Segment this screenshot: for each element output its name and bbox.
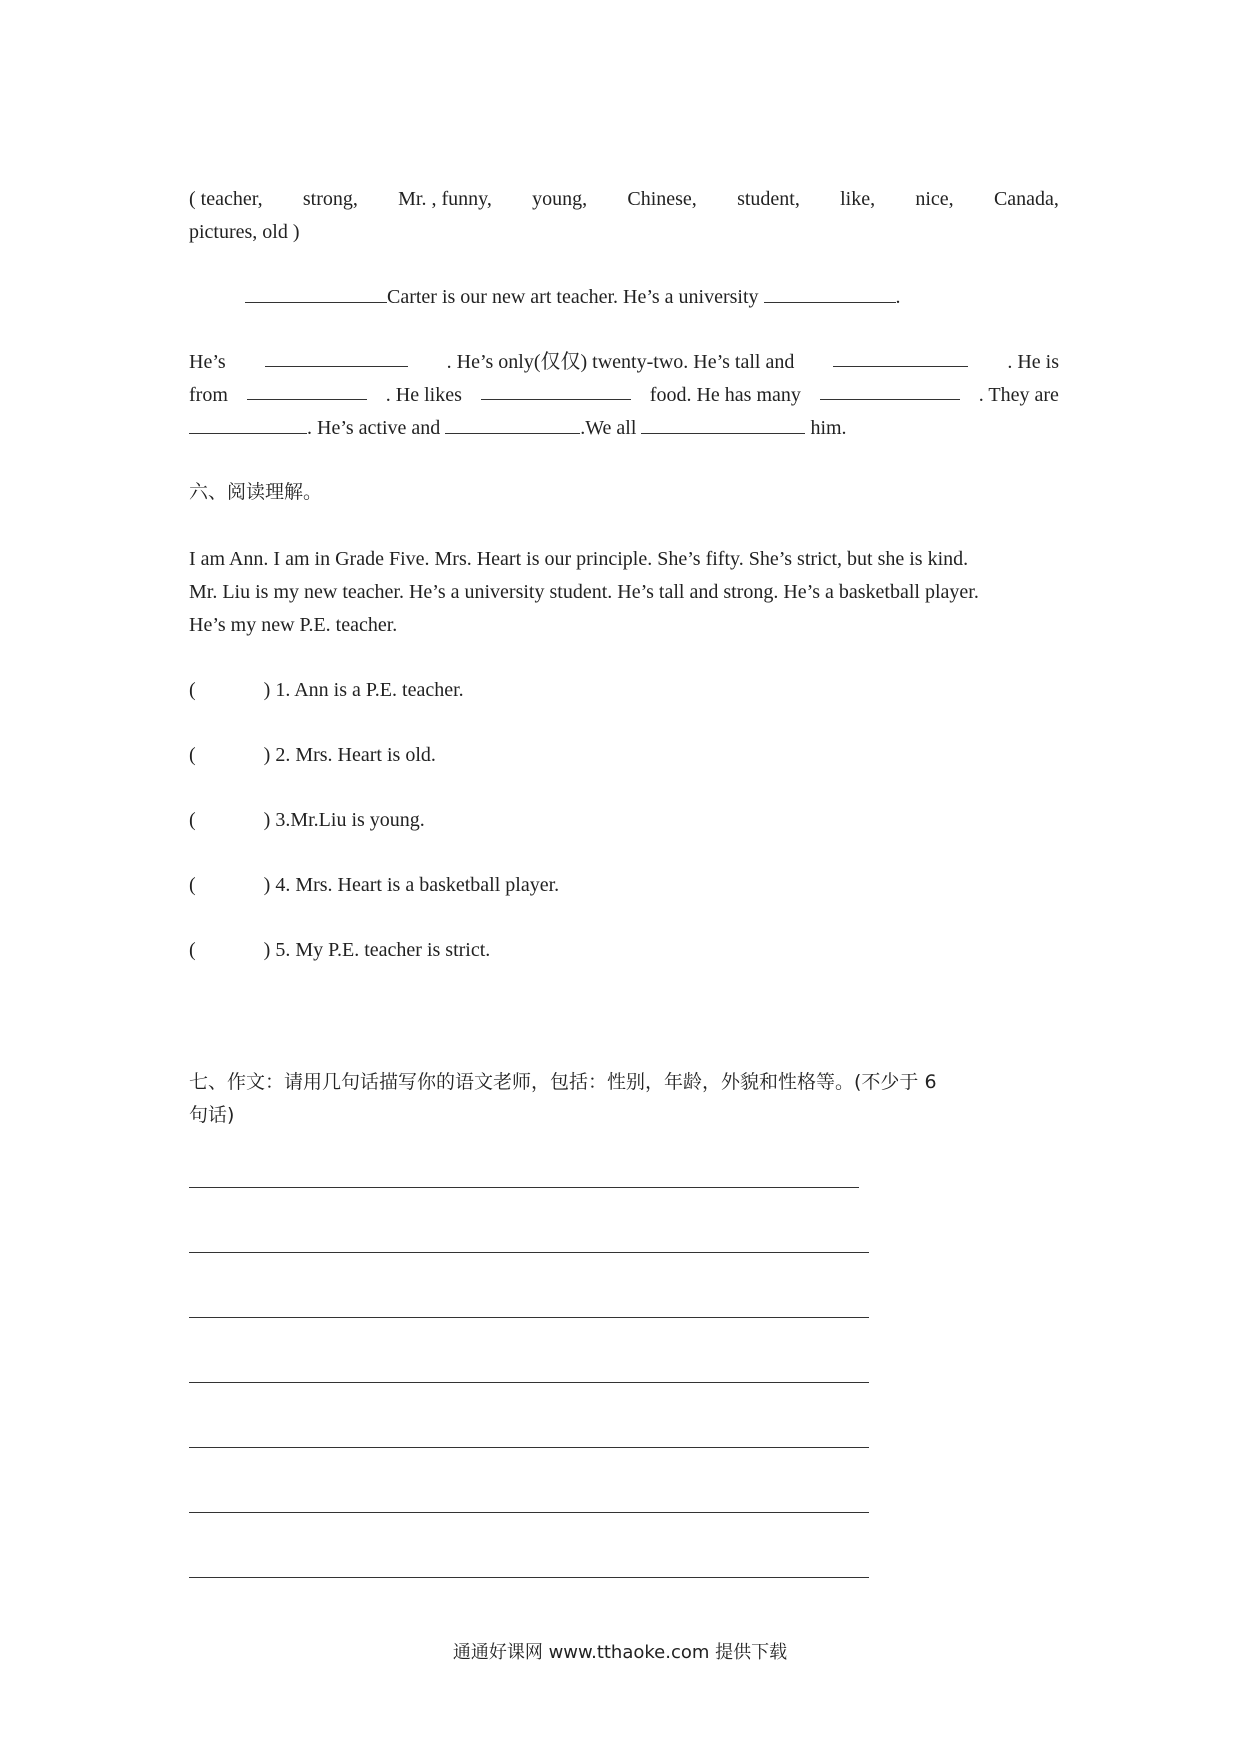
paren-open: ( bbox=[189, 809, 196, 831]
question-4 bbox=[189, 869, 559, 901]
fill-in-text: . bbox=[895, 286, 901, 308]
question-2 bbox=[189, 739, 436, 771]
fill-in-text: food. He has many bbox=[649, 384, 801, 406]
paren-open: ( bbox=[189, 939, 196, 961]
answer-blank[interactable] bbox=[445, 413, 580, 434]
paren-open: ( bbox=[189, 679, 196, 701]
answer-blank[interactable] bbox=[265, 346, 408, 367]
fill-in-text: . He’s only(仅仅) twenty-two. He’s tall and bbox=[446, 351, 795, 373]
fill-in-text: .We all bbox=[580, 417, 637, 439]
footer-text: 通通好课网 www.tthaoke.com 提供下载 bbox=[452, 1642, 788, 1663]
writing-line[interactable] bbox=[189, 1187, 859, 1188]
fill-in-text: Carter is our new art teacher. He’s a university bbox=[387, 286, 759, 308]
fill-in-line-2 bbox=[189, 346, 1059, 378]
question-text: ) 5. My P.E. teacher is strict. bbox=[263, 939, 491, 961]
question-text: ) 2. Mrs. Heart is old. bbox=[263, 744, 436, 766]
paren-open: ( bbox=[189, 874, 196, 896]
passage-line: He’s my new P.E. teacher. bbox=[189, 614, 398, 636]
answer-blank[interactable] bbox=[833, 346, 968, 367]
fill-in-text: He’s bbox=[189, 351, 226, 373]
question-1 bbox=[189, 674, 464, 706]
fill-in-line-4 bbox=[189, 412, 847, 444]
word-bank-line-2: pictures, old ) bbox=[189, 221, 300, 243]
answer-blank[interactable] bbox=[245, 282, 387, 303]
paren-open: ( bbox=[189, 744, 196, 766]
fill-in-text: . He likes bbox=[385, 384, 462, 406]
question-text: ) 1. Ann is a P.E. teacher. bbox=[263, 679, 464, 701]
word-bank-word: Canada, bbox=[993, 188, 1059, 210]
writing-line[interactable] bbox=[189, 1512, 869, 1513]
question-text: ) 3.Mr.Liu is young. bbox=[263, 809, 425, 831]
writing-line[interactable] bbox=[189, 1317, 869, 1318]
writing-line[interactable] bbox=[189, 1577, 869, 1578]
fill-in-line-1 bbox=[245, 281, 901, 313]
passage-line: I am Ann. I am in Grade Five. Mrs. Heart is our principle. She’s fifty. She’s strict, but she is kind. bbox=[189, 548, 969, 570]
question-3 bbox=[189, 804, 425, 836]
question-5 bbox=[189, 934, 490, 966]
answer-blank[interactable] bbox=[641, 413, 805, 434]
fill-in-text: . He is bbox=[1007, 351, 1059, 373]
word-bank-word: student, bbox=[737, 188, 800, 210]
word-bank-word: nice, bbox=[915, 188, 954, 210]
fill-in-line-3 bbox=[189, 379, 1059, 411]
word-bank-word: ( teacher, bbox=[189, 188, 263, 210]
answer-blank[interactable] bbox=[764, 282, 896, 303]
answer-blank[interactable] bbox=[481, 379, 631, 400]
passage-line: Mr. Liu is my new teacher. He’s a university student. He’s tall and strong. He’s a basketball player. bbox=[189, 581, 979, 603]
fill-in-text: . He’s active and bbox=[307, 417, 441, 439]
fill-in-text: from bbox=[189, 384, 228, 406]
writing-line[interactable] bbox=[189, 1382, 869, 1383]
fill-in-text: him. bbox=[810, 417, 847, 439]
word-bank-word: young, bbox=[532, 188, 588, 210]
word-bank-word: strong, bbox=[302, 188, 358, 210]
word-bank-word: Mr. , funny, bbox=[398, 188, 492, 210]
question-text: ) 4. Mrs. Heart is a basketball player. bbox=[263, 874, 560, 896]
section-7-heading-line-2: 句话) bbox=[189, 1104, 235, 1126]
word-bank-word: Chinese, bbox=[627, 188, 697, 210]
writing-line[interactable] bbox=[189, 1252, 869, 1253]
word-bank-line-1 bbox=[189, 183, 1059, 215]
answer-blank[interactable] bbox=[820, 379, 960, 400]
fill-in-text: . They are bbox=[978, 384, 1059, 406]
word-bank-word: like, bbox=[840, 188, 876, 210]
section-6-heading: 六、阅读理解。 bbox=[189, 481, 323, 503]
section-7-heading-line-1: 七、作文：请用几句话描写你的语文老师，包括：性别，年龄，外貌和性格等。(不少于 6 bbox=[189, 1071, 937, 1093]
answer-blank[interactable] bbox=[189, 413, 307, 434]
writing-line[interactable] bbox=[189, 1447, 869, 1448]
answer-blank[interactable] bbox=[247, 379, 367, 400]
